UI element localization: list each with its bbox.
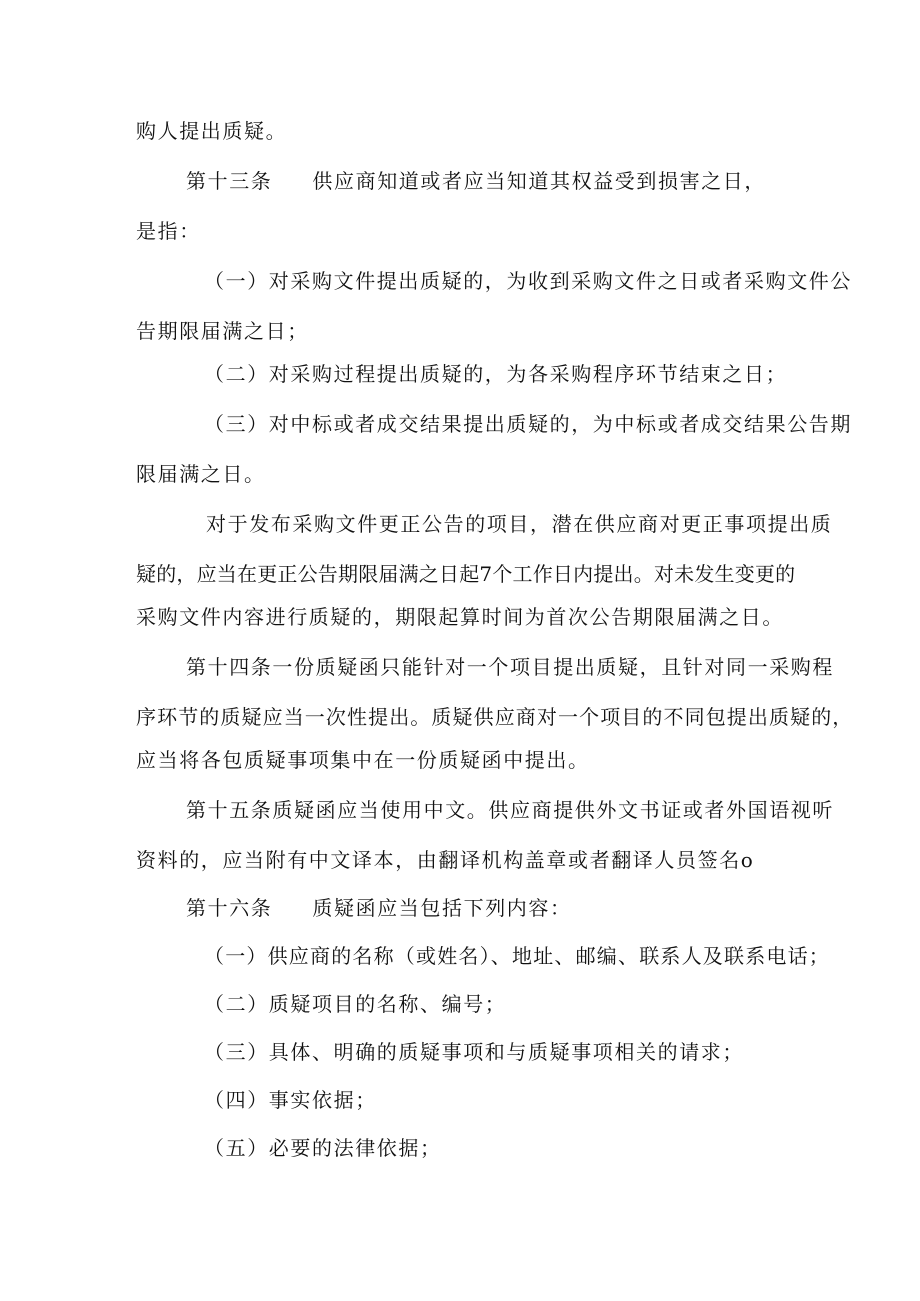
list-item (204, 990, 506, 1018)
list-item (204, 410, 852, 438)
line-text: （二）质疑项目的名称、编号； (204, 992, 507, 1016)
line-text: 告期限届满之日； (136, 319, 309, 343)
line-text: 第十四条一份质疑函只能针对一个项目提出质疑，且针对同一采购程 (186, 655, 834, 679)
line-text: （四）事实依据； (204, 1088, 377, 1112)
line-text: 是指： (136, 219, 201, 243)
paragraph-line (206, 510, 832, 538)
list-item (204, 1134, 442, 1162)
line-text: 限届满之日。 (136, 462, 266, 486)
list-item (204, 360, 787, 388)
line-text: 序环节的质疑应当一次性提出。质疑供应商对一个项目的不同包提出质疑的， (136, 705, 854, 729)
article-16-heading (186, 894, 572, 922)
line-text: 采购文件内容进行质疑的，期限起算时间为首次公告期限届满之日。 (136, 605, 784, 629)
line-text: （二）对采购过程提出质疑的，为各采购程序环节结束之日； (204, 362, 788, 386)
line-text: 应当将各包质疑事项集中在一份质疑函中提出。 (136, 748, 590, 772)
text-line (136, 603, 784, 631)
text-line (136, 560, 795, 588)
line-text: （五）必要的法律依据； (204, 1136, 442, 1160)
line-text: 供应商知道或者应当知道其权益受到损害之日， (312, 169, 767, 193)
article-14-heading (186, 653, 834, 681)
text-line (136, 460, 266, 488)
text-line (136, 746, 590, 774)
line-text: （三）具体、明确的质疑事项和与质疑事项相关的请求； (204, 1040, 744, 1064)
line-text: 质疑函应当包括下列内容： (312, 896, 572, 920)
article-number: 第十三条 (186, 169, 273, 193)
line-text: 对于发布采购文件更正公告的项目，潜在供应商对更正事项提出质 (206, 512, 833, 536)
text-line (136, 846, 754, 874)
line-text: （一）供应商的名称（或姓名）、地址、邮编、联系人及联系电话； (204, 944, 830, 968)
line-text: （三）对中标或者成交结果提出质疑的，为中标或者成交结果公告期 (204, 412, 852, 436)
list-item (204, 267, 852, 295)
line-text: （一）对采购文件提出质疑的，为收到采购文件之日或者采购文件公 (204, 269, 852, 293)
text-line (136, 703, 853, 731)
line-text: 第十五条质疑函应当使用中文。供应商提供外文书证或者外国语视听 (186, 798, 834, 822)
text-line (136, 117, 287, 145)
article-15-heading (186, 796, 834, 824)
line-text: 疑的，应当在更正公告期限届满之日起7个工作日内提出。对未发生变更的 (136, 562, 796, 586)
list-item (204, 942, 830, 970)
list-item (204, 1086, 377, 1114)
list-item (204, 1038, 744, 1066)
text-line (136, 317, 309, 345)
article-number: 第十六条 (186, 896, 273, 920)
article-13-heading (186, 167, 766, 195)
line-text: 资料的，应当附有中文译本，由翻译机构盖章或者翻译人员签名o (136, 848, 755, 872)
text-line (136, 217, 201, 245)
line-text: 购人提出质疑。 (136, 119, 288, 143)
